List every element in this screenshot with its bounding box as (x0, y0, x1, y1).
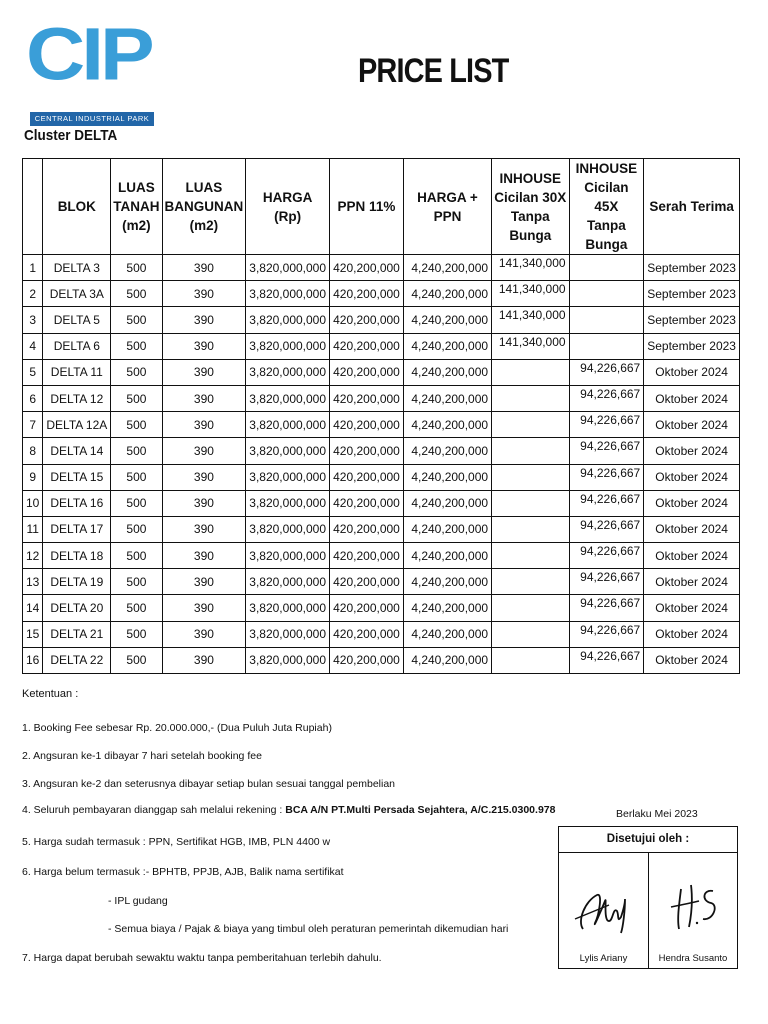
cell-no: 2 (23, 281, 43, 307)
cell-luas-bangunan: 390 (162, 307, 246, 333)
cell-luas-bangunan: 390 (162, 595, 246, 621)
cell-ppn: 420,200,000 (330, 438, 404, 464)
header-inhouse-45x (569, 159, 644, 255)
cell-no: 16 (23, 647, 43, 673)
cell-ppn: 420,200,000 (330, 490, 404, 516)
cell-ppn: 420,200,000 (330, 543, 404, 569)
cell-luas-tanah: 500 (111, 621, 162, 647)
cell-harga: 3,820,000,000 (246, 333, 330, 359)
approval-box (558, 826, 738, 969)
cell-no: 14 (23, 595, 43, 621)
cell-cicilan-45x: 94,226,667 (569, 464, 644, 490)
term-3: 3. Angsuran ke-2 dan seterusnya dibayar setiap bulan sesuai tanggal pembelian (22, 778, 396, 790)
cell-cicilan-45x: 94,226,667 (569, 490, 644, 516)
header-harga-ppn: HARGA + PPN (403, 159, 491, 255)
cell-no: 4 (23, 333, 43, 359)
cell-serah-terima: Oktober 2024 (644, 385, 740, 411)
cell-cicilan-30x (492, 385, 569, 411)
cell-serah-terima: Oktober 2024 (644, 569, 740, 595)
cell-cicilan-45x: 94,226,667 (569, 569, 644, 595)
cell-harga-ppn: 4,240,200,000 (403, 359, 491, 385)
table-row (23, 255, 740, 281)
cell-cicilan-45x: 94,226,667 (569, 412, 644, 438)
cell-serah-terima: September 2023 (644, 307, 740, 333)
cell-harga: 3,820,000,000 (246, 359, 330, 385)
cell-cicilan-45x: 94,226,667 (569, 543, 644, 569)
cell-ppn: 420,200,000 (330, 595, 404, 621)
table-row (23, 516, 740, 542)
cell-luas-tanah: 500 (111, 385, 162, 411)
cell-cicilan-30x (492, 412, 569, 438)
term-6: 6. Harga belum termasuk :- BPHTB, PPJB, AJB, Balik nama sertifikat (22, 866, 344, 878)
cell-ppn: 420,200,000 (330, 255, 404, 281)
cell-harga-ppn: 4,240,200,000 (403, 464, 491, 490)
cell-blok: DELTA 15 (43, 464, 111, 490)
header-luas-tanah-l2: TANAH (113, 199, 160, 214)
cell-serah-terima: September 2023 (644, 333, 740, 359)
cell-luas-bangunan: 390 (162, 412, 246, 438)
cell-serah-terima: September 2023 (644, 255, 740, 281)
cell-luas-bangunan: 390 (162, 543, 246, 569)
header-harga-l2: (Rp) (274, 208, 302, 224)
table-row (23, 647, 740, 673)
cell-no: 15 (23, 621, 43, 647)
table-row (23, 464, 740, 490)
cell-blok: DELTA 17 (43, 516, 111, 542)
cell-serah-terima: Oktober 2024 (644, 543, 740, 569)
cell-ppn: 420,200,000 (330, 516, 404, 542)
cell-blok: DELTA 22 (43, 647, 111, 673)
cell-cicilan-30x (492, 359, 569, 385)
cell-cicilan-30x: 141,340,000 (492, 307, 569, 333)
cell-cicilan-30x (492, 595, 569, 621)
cell-cicilan-30x (492, 438, 569, 464)
cell-luas-bangunan: 390 (162, 281, 246, 307)
term-4-account: BCA A/N PT.Multi Persada Sejahtera, A/C.215.0300.978 (285, 804, 556, 816)
cell-ppn: 420,200,000 (330, 333, 404, 359)
cell-cicilan-45x: 94,226,667 (569, 647, 644, 673)
cell-luas-bangunan: 390 (162, 385, 246, 411)
cell-luas-tanah: 500 (111, 647, 162, 673)
price-table-body (23, 255, 740, 674)
cell-harga-ppn: 4,240,200,000 (403, 543, 491, 569)
cell-harga-ppn: 4,240,200,000 (403, 621, 491, 647)
cell-harga-ppn: 4,240,200,000 (403, 385, 491, 411)
table-row (23, 385, 740, 411)
cell-cicilan-45x: 94,226,667 (569, 621, 644, 647)
cell-harga: 3,820,000,000 (246, 516, 330, 542)
cell-luas-tanah: 500 (111, 412, 162, 438)
header-inhouse30-l3: Tanpa Bunga (509, 208, 552, 243)
cell-no: 10 (23, 490, 43, 516)
table-row (23, 359, 740, 385)
cell-harga: 3,820,000,000 (246, 307, 330, 333)
header-luas-bangunan (162, 159, 246, 255)
table-row (23, 621, 740, 647)
cell-cicilan-45x: 94,226,667 (569, 385, 644, 411)
cell-luas-tanah: 500 (111, 307, 162, 333)
header-luas-tanah-l3: (m2) (122, 218, 151, 233)
signature-2-icon (659, 871, 729, 941)
cell-blok: DELTA 21 (43, 621, 111, 647)
header-inhouse45-l2: Cicilan 45X (584, 180, 629, 214)
cell-luas-tanah: 500 (111, 281, 162, 307)
cell-serah-terima: Oktober 2024 (644, 490, 740, 516)
price-table (22, 158, 740, 674)
cell-serah-terima: Oktober 2024 (644, 621, 740, 647)
cell-no: 13 (23, 569, 43, 595)
table-row (23, 412, 740, 438)
cell-cicilan-30x: 141,340,000 (492, 281, 569, 307)
cell-serah-terima: Oktober 2024 (644, 516, 740, 542)
cell-serah-terima: September 2023 (644, 281, 740, 307)
header-inhouse-30x (492, 159, 569, 255)
header-inhouse45-l3: Tanpa Bunga (585, 218, 628, 252)
table-row (23, 307, 740, 333)
cell-no: 8 (23, 438, 43, 464)
cell-cicilan-45x (569, 255, 644, 281)
cell-cicilan-30x (492, 647, 569, 673)
cell-cicilan-45x (569, 333, 644, 359)
cell-luas-bangunan: 390 (162, 621, 246, 647)
cell-serah-terima: Oktober 2024 (644, 647, 740, 673)
cell-serah-terima: Oktober 2024 (644, 464, 740, 490)
cell-harga-ppn: 4,240,200,000 (403, 516, 491, 542)
table-row (23, 569, 740, 595)
cell-cicilan-45x (569, 281, 644, 307)
cell-luas-tanah: 500 (111, 255, 162, 281)
cell-luas-bangunan: 390 (162, 569, 246, 595)
cell-luas-tanah: 500 (111, 543, 162, 569)
cell-ppn: 420,200,000 (330, 621, 404, 647)
cell-serah-terima: Oktober 2024 (644, 359, 740, 385)
table-row (23, 281, 740, 307)
cell-serah-terima: Oktober 2024 (644, 595, 740, 621)
signature-1-icon (569, 871, 639, 941)
signer-1-name: Lylis Ariany (579, 953, 628, 964)
cell-ppn: 420,200,000 (330, 307, 404, 333)
cell-harga-ppn: 4,240,200,000 (403, 647, 491, 673)
cell-harga: 3,820,000,000 (246, 490, 330, 516)
term-4-prefix: 4. Seluruh pembayaran dianggap sah melalui rekening : (22, 804, 286, 816)
cip-logo (26, 13, 158, 123)
cell-blok: DELTA 12 (43, 385, 111, 411)
cell-luas-bangunan: 390 (162, 359, 246, 385)
cell-no: 1 (23, 255, 43, 281)
header-blok: BLOK (43, 159, 111, 255)
cell-no: 7 (23, 412, 43, 438)
header-ppn: PPN 11% (330, 159, 404, 255)
term-1: 1. Booking Fee sebesar Rp. 20.000.000,- (Dua Puluh Juta Rupiah) (22, 722, 332, 734)
cell-luas-tanah: 500 (111, 516, 162, 542)
header-no (23, 159, 43, 255)
header-inhouse30-l1: INHOUSE (499, 170, 562, 186)
cell-blok: DELTA 20 (43, 595, 111, 621)
header-luas-tanah-l1: LUAS (118, 180, 155, 195)
cell-no: 6 (23, 385, 43, 411)
cell-cicilan-30x (492, 569, 569, 595)
approval-signer-1 (559, 853, 648, 968)
cell-ppn: 420,200,000 (330, 647, 404, 673)
cell-luas-tanah: 500 (111, 569, 162, 595)
cell-harga: 3,820,000,000 (246, 647, 330, 673)
cell-luas-bangunan: 390 (162, 438, 246, 464)
table-header-row (23, 159, 740, 255)
term-2: 2. Angsuran ke-1 dibayar 7 hari setelah booking fee (22, 750, 262, 762)
approval-signer-2 (648, 853, 737, 968)
cell-harga: 3,820,000,000 (246, 385, 330, 411)
cell-no: 11 (23, 516, 43, 542)
cell-luas-tanah: 500 (111, 359, 162, 385)
cell-cicilan-30x: 141,340,000 (492, 333, 569, 359)
header-inhouse30-l2: Cicilan 30X (494, 189, 567, 205)
header-luas-bangunan-l1: LUAS (185, 180, 223, 195)
cell-ppn: 420,200,000 (330, 359, 404, 385)
page-title: PRICE LIST (358, 52, 509, 90)
cell-harga-ppn: 4,240,200,000 (403, 255, 491, 281)
cell-harga-ppn: 4,240,200,000 (403, 569, 491, 595)
cell-blok: DELTA 6 (43, 333, 111, 359)
cell-harga: 3,820,000,000 (246, 255, 330, 281)
term-6c: - Semua biaya / Pajak & biaya yang timbul oleh peraturan pemerintah dikemudian hari (108, 923, 509, 935)
term-4 (22, 804, 555, 816)
logo-letters: CIP (26, 13, 151, 96)
table-row (23, 543, 740, 569)
header-luas-bangunan-l3: (m2) (189, 218, 219, 233)
cell-harga: 3,820,000,000 (246, 621, 330, 647)
table-row (23, 595, 740, 621)
cell-harga: 3,820,000,000 (246, 412, 330, 438)
header-harga (246, 159, 330, 255)
cell-harga-ppn: 4,240,200,000 (403, 281, 491, 307)
logo-subtitle: CENTRAL INDUSTRIAL PARK (30, 112, 154, 126)
cell-harga: 3,820,000,000 (246, 543, 330, 569)
cell-cicilan-45x: 94,226,667 (569, 438, 644, 464)
cell-harga: 3,820,000,000 (246, 438, 330, 464)
cell-luas-tanah: 500 (111, 490, 162, 516)
cell-harga-ppn: 4,240,200,000 (403, 412, 491, 438)
table-row (23, 333, 740, 359)
cell-serah-terima: Oktober 2024 (644, 412, 740, 438)
cell-cicilan-30x (492, 490, 569, 516)
cell-luas-tanah: 500 (111, 438, 162, 464)
cell-cicilan-30x (492, 516, 569, 542)
header-luas-tanah (111, 159, 162, 255)
cell-serah-terima: Oktober 2024 (644, 438, 740, 464)
cell-luas-bangunan: 390 (162, 255, 246, 281)
cell-luas-tanah: 500 (111, 464, 162, 490)
cell-harga-ppn: 4,240,200,000 (403, 438, 491, 464)
cell-blok: DELTA 3A (43, 281, 111, 307)
cell-blok: DELTA 18 (43, 543, 111, 569)
term-5: 5. Harga sudah termasuk : PPN, Sertifikat HGB, IMB, PLN 4400 w (22, 836, 331, 848)
cell-blok: DELTA 11 (43, 359, 111, 385)
cell-cicilan-30x (492, 621, 569, 647)
cell-harga: 3,820,000,000 (246, 281, 330, 307)
cell-luas-tanah: 500 (111, 595, 162, 621)
cell-blok: DELTA 19 (43, 569, 111, 595)
signer-2-name: Hendra Susanto (658, 953, 728, 964)
cell-blok: DELTA 14 (43, 438, 111, 464)
term-6b: - IPL gudang (108, 895, 168, 907)
cell-blok: DELTA 5 (43, 307, 111, 333)
table-row (23, 438, 740, 464)
table-row (23, 490, 740, 516)
cell-ppn: 420,200,000 (330, 281, 404, 307)
cell-harga: 3,820,000,000 (246, 595, 330, 621)
term-7: 7. Harga dapat berubah sewaktu waktu tanpa pemberitahuan terlebih dahulu. (22, 952, 382, 964)
cluster-title: Cluster DELTA (24, 127, 118, 144)
cell-cicilan-45x: 94,226,667 (569, 595, 644, 621)
cell-harga-ppn: 4,240,200,000 (403, 307, 491, 333)
cell-blok: DELTA 3 (43, 255, 111, 281)
header-luas-bangunan-l2: BANGUNAN (164, 199, 244, 214)
header-inhouse45-l1: INHOUSE (575, 161, 638, 176)
cell-harga: 3,820,000,000 (246, 569, 330, 595)
cell-harga-ppn: 4,240,200,000 (403, 490, 491, 516)
cell-no: 12 (23, 543, 43, 569)
valid-date: Berlaku Mei 2023 (616, 808, 698, 820)
approval-heading: Disetujui oleh : (559, 827, 737, 853)
cell-ppn: 420,200,000 (330, 464, 404, 490)
cell-luas-bangunan: 390 (162, 333, 246, 359)
cell-no: 5 (23, 359, 43, 385)
cell-cicilan-45x: 94,226,667 (569, 359, 644, 385)
cell-ppn: 420,200,000 (330, 385, 404, 411)
cell-blok: DELTA 16 (43, 490, 111, 516)
terms-heading: Ketentuan : (22, 688, 79, 700)
cell-blok: DELTA 12A (43, 412, 111, 438)
header-harga-l1: HARGA (262, 189, 313, 205)
cell-harga-ppn: 4,240,200,000 (403, 595, 491, 621)
cell-cicilan-45x: 94,226,667 (569, 516, 644, 542)
cell-luas-bangunan: 390 (162, 490, 246, 516)
cell-no: 9 (23, 464, 43, 490)
cell-luas-bangunan: 390 (162, 647, 246, 673)
cell-harga: 3,820,000,000 (246, 464, 330, 490)
cell-luas-tanah: 500 (111, 333, 162, 359)
header-serah-terima: Serah Terima (644, 159, 740, 255)
cell-luas-bangunan: 390 (162, 464, 246, 490)
cell-cicilan-30x (492, 543, 569, 569)
cell-luas-bangunan: 390 (162, 516, 246, 542)
cell-cicilan-45x (569, 307, 644, 333)
cell-harga-ppn: 4,240,200,000 (403, 333, 491, 359)
cell-no: 3 (23, 307, 43, 333)
cell-cicilan-30x: 141,340,000 (492, 255, 569, 281)
cell-ppn: 420,200,000 (330, 412, 404, 438)
cell-ppn: 420,200,000 (330, 569, 404, 595)
cell-cicilan-30x (492, 464, 569, 490)
